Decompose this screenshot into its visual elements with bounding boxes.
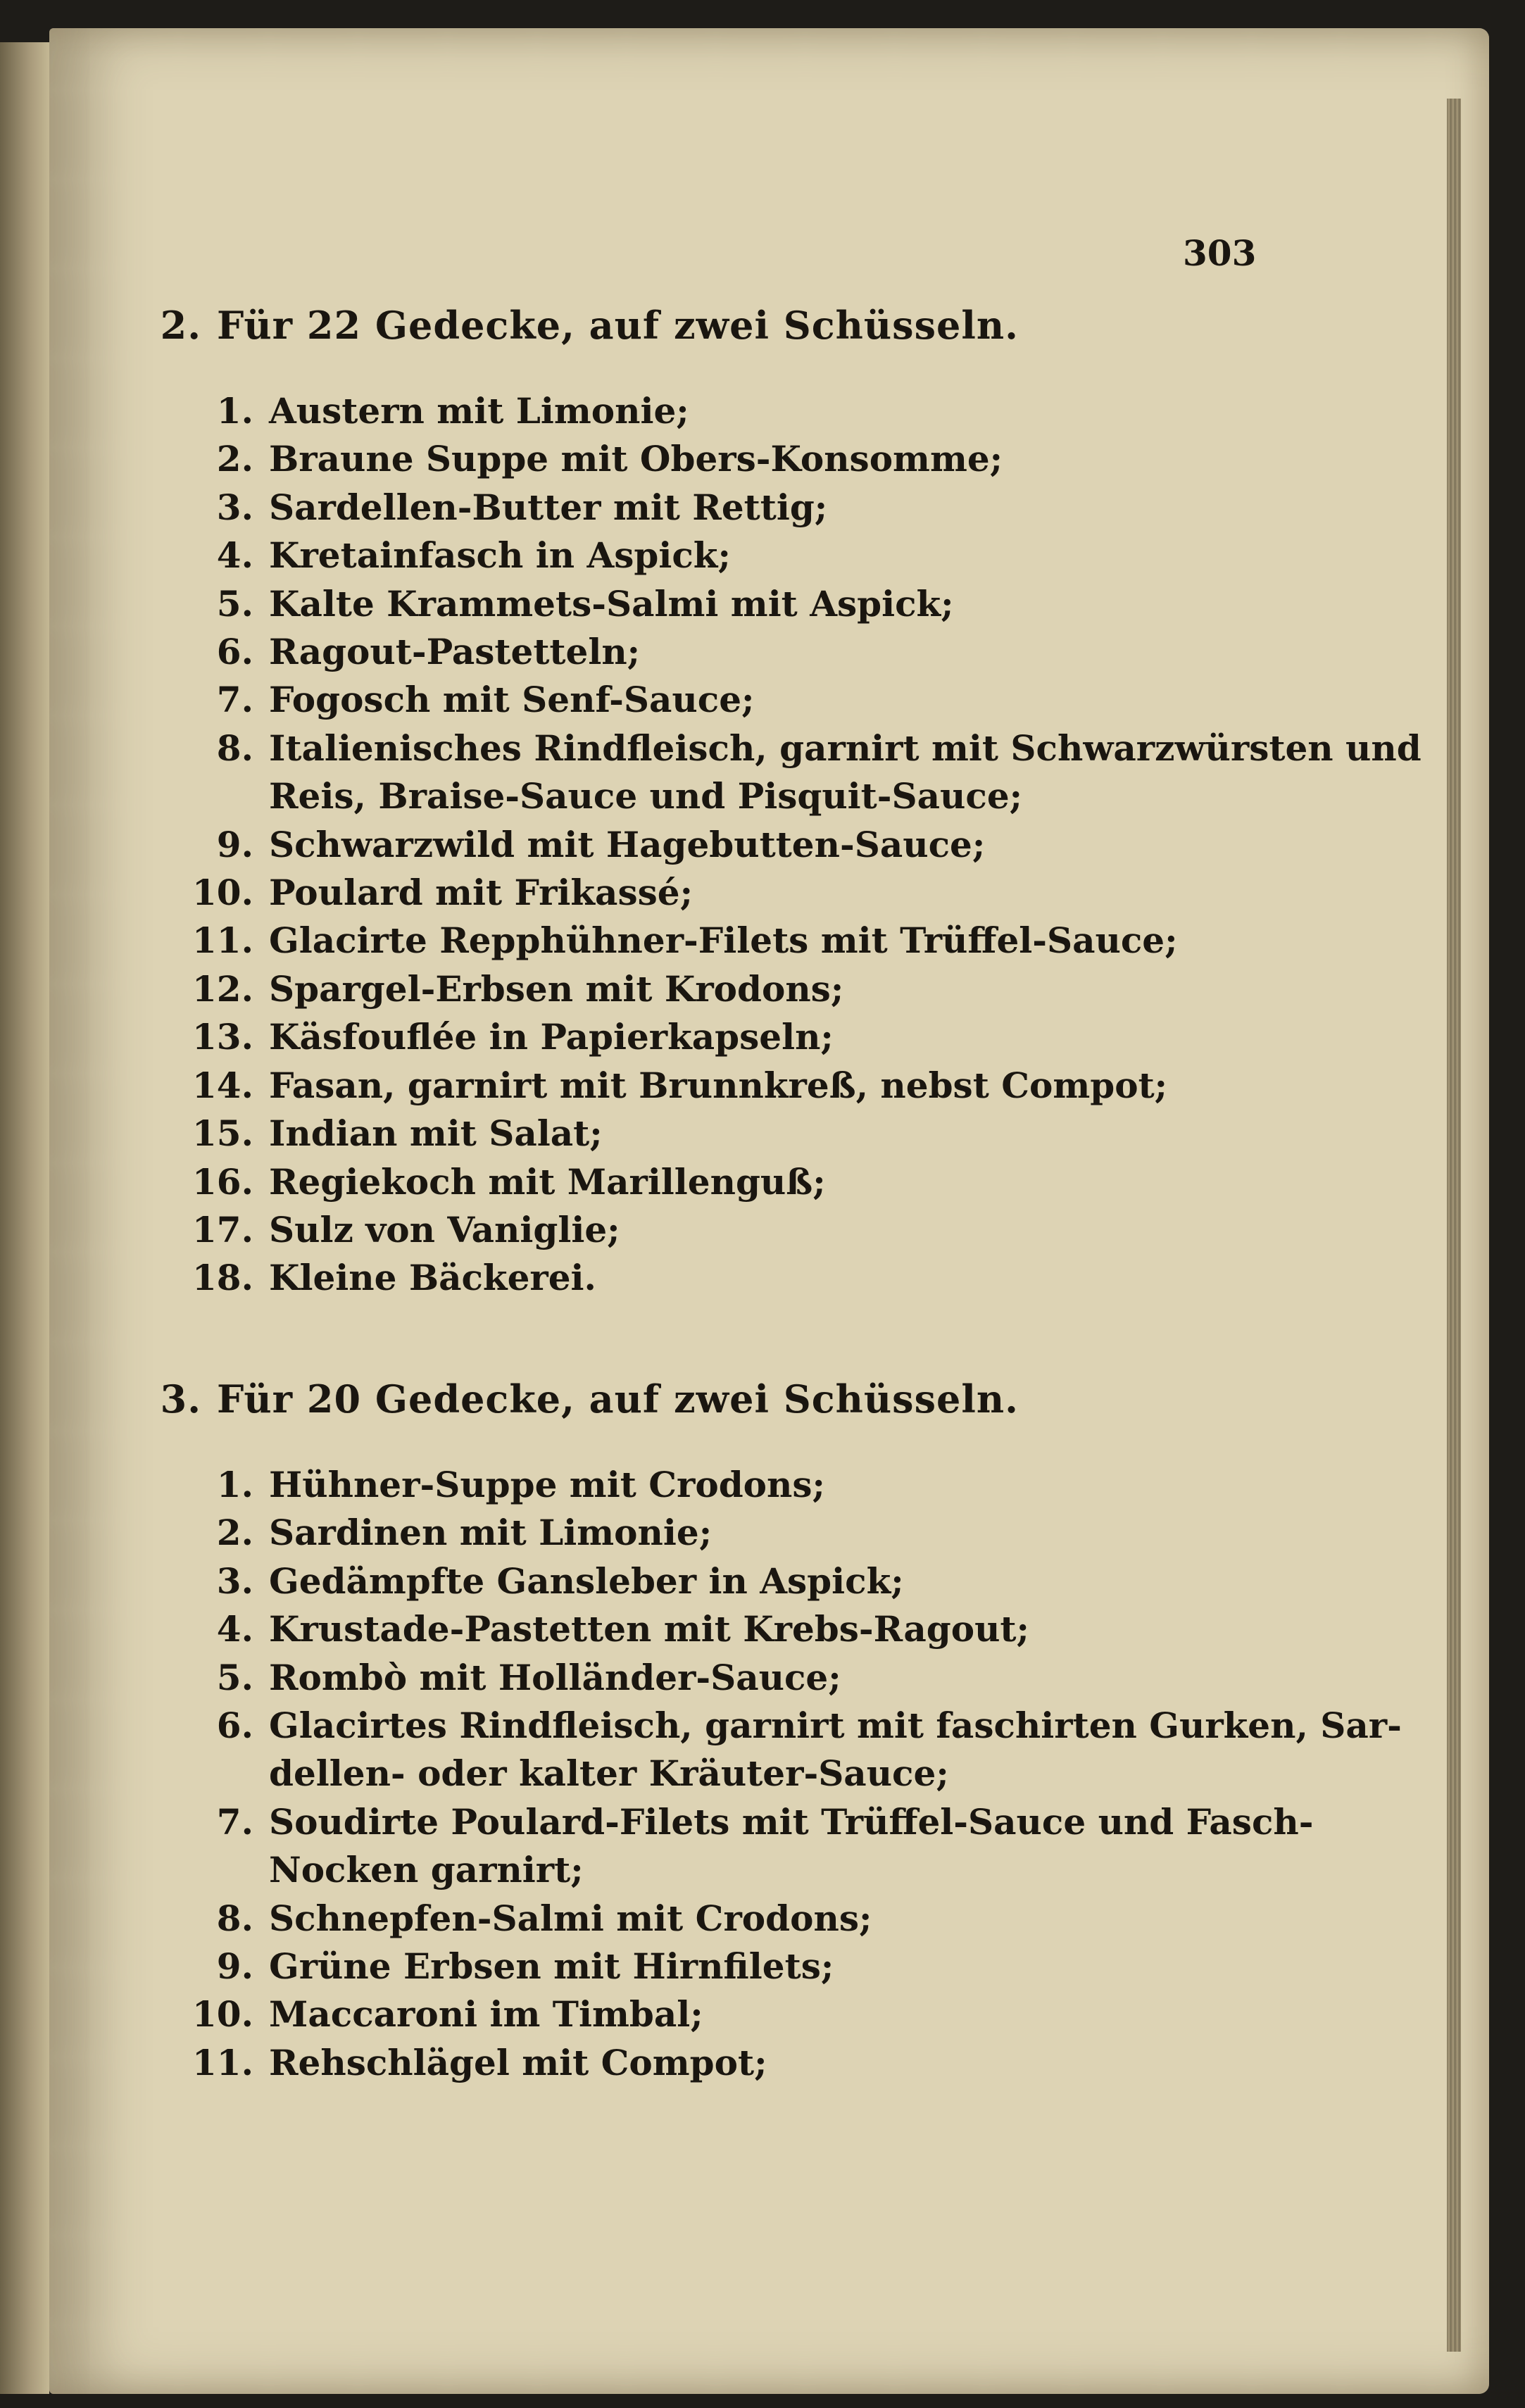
dish-name: Regiekoch mit Marillenguß; bbox=[269, 1160, 826, 1203]
dish-name bbox=[253, 725, 1422, 821]
list-item bbox=[169, 917, 1267, 965]
item-number: 2. bbox=[216, 1512, 253, 1554]
item-number: 3. bbox=[216, 1560, 253, 1602]
dish-name: Rehschlägel mit Compot; bbox=[269, 2041, 767, 2083]
list-item bbox=[169, 821, 1267, 869]
list-item bbox=[169, 725, 1422, 821]
dish-line: Soudirte Poulard-Filets mit Trüffel-Sauce und Fasch- bbox=[269, 1800, 1314, 1843]
list-item bbox=[169, 1110, 1267, 1158]
page-stack-edge bbox=[1447, 99, 1461, 2352]
section-heading-3 bbox=[141, 1377, 1267, 1422]
list-item bbox=[169, 532, 1267, 579]
list-item bbox=[169, 1943, 1267, 1990]
page-number: 303 bbox=[1183, 232, 1257, 274]
section-title: Für 20 Gedecke, auf zwei Schüsseln. bbox=[217, 1377, 1019, 1422]
dish-name: Fogosch mit Senf-Sauce; bbox=[269, 679, 755, 721]
dish-name: Rombò mit Holländer-Sauce; bbox=[269, 1656, 841, 1698]
dish-name: Schwarzwild mit Hagebutten-Sauce; bbox=[269, 823, 986, 865]
dish-continuation: Reis, Braise-Sauce und Pisquit-Sauce; bbox=[269, 775, 1023, 817]
item-number: 8. bbox=[216, 727, 253, 769]
list-item bbox=[169, 1895, 1267, 1943]
item-number: 18. bbox=[192, 1257, 253, 1299]
dish-name: Käsfouflée in Papierkapseln; bbox=[269, 1016, 834, 1058]
list-item bbox=[169, 580, 1267, 628]
item-number: 10. bbox=[192, 1993, 253, 2036]
item-number: 1. bbox=[216, 1464, 253, 1505]
list-item bbox=[169, 484, 1267, 532]
item-number: 5. bbox=[216, 582, 253, 625]
dish-name bbox=[253, 1702, 1402, 1798]
item-number: 14. bbox=[192, 1064, 253, 1106]
dish-line: Italienisches Rindfleisch, garnirt mit Schwarzwürsten und bbox=[269, 727, 1422, 769]
dish-name: Kleine Bäckerei. bbox=[269, 1257, 596, 1299]
list-item bbox=[169, 1702, 1402, 1798]
list-item bbox=[169, 387, 1267, 435]
list-item bbox=[169, 1062, 1267, 1110]
item-number: 9. bbox=[216, 1945, 253, 1988]
item-number: 1. bbox=[216, 390, 253, 432]
dish-name: Braune Suppe mit Obers-Konsomme; bbox=[269, 438, 1003, 480]
dish-name: Hühner-Suppe mit Crodons; bbox=[269, 1464, 825, 1505]
list-item bbox=[169, 676, 1267, 724]
dish-name: Kretainfasch in Aspick; bbox=[269, 534, 731, 577]
dish-name: Krustade-Pastetten mit Krebs-Ragout; bbox=[269, 1608, 1029, 1650]
dish-name: Spargel-Erbsen mit Krodons; bbox=[269, 967, 844, 1010]
list-item bbox=[169, 2039, 1267, 2087]
item-number: 5. bbox=[216, 1656, 253, 1698]
item-number: 11. bbox=[192, 2041, 253, 2083]
section-title: Für 22 Gedecke, auf zwei Schüsseln. bbox=[217, 303, 1019, 348]
section-number: 3. bbox=[160, 1377, 201, 1422]
dish-name: Kalte Krammets-Salmi mit Aspick; bbox=[269, 582, 954, 625]
item-number: 2. bbox=[216, 438, 253, 480]
item-number: 6. bbox=[216, 631, 253, 673]
dish-name: Sardinen mit Limonie; bbox=[269, 1512, 713, 1554]
item-number: 11. bbox=[192, 920, 253, 962]
item-number: 15. bbox=[192, 1112, 253, 1155]
list-item bbox=[169, 628, 1267, 676]
item-number: 8. bbox=[216, 1897, 253, 1939]
item-number: 7. bbox=[216, 679, 253, 721]
list-item bbox=[169, 1557, 1267, 1605]
item-number: 17. bbox=[192, 1208, 253, 1250]
dish-name: Sardellen-Butter mit Rettig; bbox=[269, 486, 828, 528]
section-number: 2. bbox=[160, 303, 201, 348]
item-number: 12. bbox=[192, 967, 253, 1010]
list-item bbox=[169, 965, 1267, 1013]
list-item bbox=[169, 1206, 1267, 1254]
item-number: 3. bbox=[216, 486, 253, 528]
dish-name: Sulz von Vaniglie; bbox=[269, 1208, 620, 1250]
menu-list-20 bbox=[169, 1461, 1402, 2087]
list-item bbox=[169, 1990, 1267, 2038]
dish-name: Ragout-Pastetteln; bbox=[269, 631, 641, 673]
dish-name: Poulard mit Frikassé; bbox=[269, 872, 694, 914]
dish-name: Maccaroni im Timbal; bbox=[269, 1993, 703, 2036]
item-number: 4. bbox=[216, 534, 253, 577]
list-item bbox=[169, 1509, 1267, 1557]
dish-name: Austern mit Limonie; bbox=[269, 390, 689, 432]
dish-name bbox=[253, 1798, 1314, 1895]
list-item bbox=[169, 1654, 1267, 1702]
dish-name: Schnepfen-Salmi mit Crodons; bbox=[269, 1897, 872, 1939]
item-number: 6. bbox=[216, 1705, 253, 1747]
item-number: 9. bbox=[216, 823, 253, 865]
item-number: 13. bbox=[192, 1016, 253, 1058]
dish-line: Glacirtes Rindfleisch, garnirt mit faschirten Gurken, Sar- bbox=[269, 1705, 1402, 1747]
list-item bbox=[169, 435, 1267, 483]
item-number: 7. bbox=[216, 1800, 253, 1843]
dish-name: Fasan, garnirt mit Brunnkreß, nebst Compot; bbox=[269, 1064, 1168, 1106]
list-item bbox=[169, 1461, 1267, 1509]
left-page-edge bbox=[0, 42, 49, 2394]
list-item bbox=[169, 1798, 1314, 1895]
list-item bbox=[169, 1158, 1267, 1206]
item-number: 16. bbox=[192, 1160, 253, 1203]
list-item bbox=[169, 1605, 1267, 1653]
menu-list-22 bbox=[169, 387, 1422, 1303]
dish-name: Grüne Erbsen mit Hirnfilets; bbox=[269, 1945, 834, 1988]
section-heading-2 bbox=[141, 303, 1267, 348]
list-item bbox=[169, 869, 1267, 917]
item-number: 4. bbox=[216, 1608, 253, 1650]
dish-name: Indian mit Salat; bbox=[269, 1112, 603, 1155]
item-number: 10. bbox=[192, 872, 253, 914]
list-item bbox=[169, 1254, 1267, 1302]
dish-name: Glacirte Repphühner-Filets mit Trüffel-Sauce; bbox=[269, 920, 1178, 962]
list-item bbox=[169, 1013, 1267, 1061]
dish-name: Gedämpfte Gansleber in Aspick; bbox=[269, 1560, 904, 1602]
dish-continuation: dellen- oder kalter Kräuter-Sauce; bbox=[269, 1752, 949, 1795]
dish-continuation: Nocken garnirt; bbox=[269, 1849, 584, 1891]
